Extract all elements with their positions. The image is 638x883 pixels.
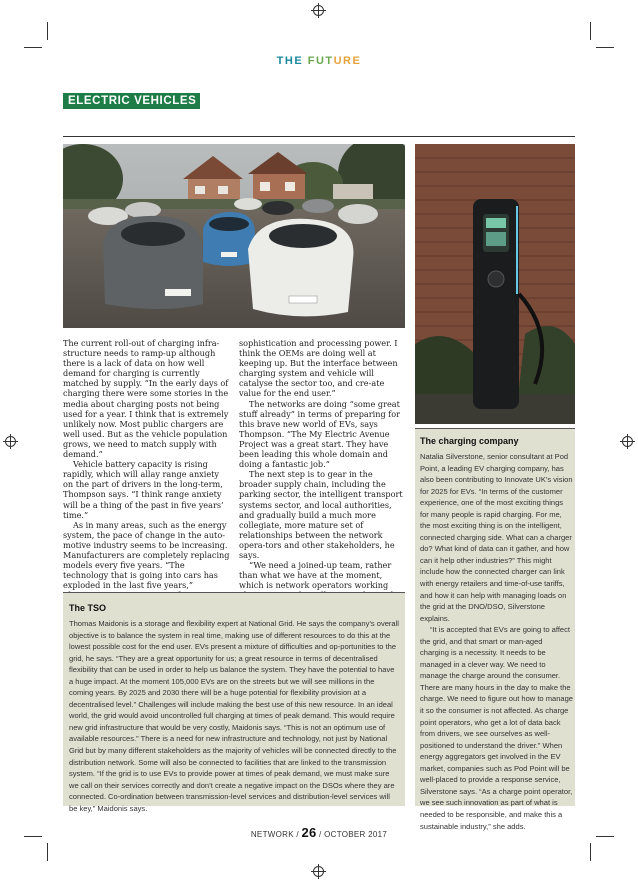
section-title-fragment: URE: [333, 55, 362, 67]
crop-mark: [24, 47, 42, 48]
registration-mark-icon: [313, 5, 324, 16]
article-paragraph: “We need a joined-up team, rather than what we have at the moment, which is network operators working: [239, 560, 392, 591]
section-title-word: THE: [276, 55, 304, 67]
tso-box-title: The TSO: [69, 603, 107, 613]
publication-name: NETWORK: [250, 830, 294, 839]
tso-box-paragraph: Thomas Maidonis is a storage and flexibility expert at National Grid. He says the company’s overall objective is to balance the system in real time, making use of different resources to do this at the lowest possible cost for the end user. EVs present a mixture of difficulties and op-portunities to the grid, he says. “They are a great opportunity for us; a great resource in terms of decentralised flexibility that can be used in order to help us balance the system. They have the potential to have a huge impact. At the moment 105,000 EVs are on the streets but we will see millions in the coming years. By 2025 and 2030 there will be a huge potential for flexibility provision at a decentralised level.” Challenges will include making the best use of this new resource. In an ideal world, the grid would avoid uncontrolled full charging at times of peak demand. This would require new grid infrastructure that would be very costly, Maidonis says. “This is not an optimum use of available resources.” There is a need for new infrastructure and technology, not just by National Grid but by many different stakeholders as the majority of vehicles will be connected directly to the distribution network. Some will also be connected to facilities that are linked to the transmission system. “If the grid is to use EVs to provide power at times of peak demand, we must make sure we call on their services correctly and don’t create a negative impact on the DSOs where they are connected. Co-ordination between transmission-level services and distribution-level services will be key,” Maidonis says.: [69, 619, 399, 813]
article-column-2: [239, 338, 405, 621]
issue-date: / OCTOBER 2017: [319, 830, 388, 839]
registration-mark-icon: [313, 866, 324, 877]
article-column-1: [63, 338, 231, 600]
section-title-word: [308, 55, 362, 67]
tso-box-text: [69, 618, 399, 814]
section-title: [0, 55, 638, 67]
article-paragraph: The next step is to gear in the broader supply chain, including the parking sector, the intelligent transport systems sector, and local authorities, and gradually build a much more collegiate, more mature set of relationships between the network opera-tors and other stakeholders, he says.: [239, 469, 403, 560]
page-footer: [0, 825, 638, 840]
article-paragraph: The networks are doing “some great stuff already” in terms of preparing for this brave new world of EVs, says Thompson. “The My Electric Avenue Project was a great start. They have been leading this whole domain and doing a fantastic job.”: [239, 398, 401, 470]
article-paragraph: The current roll-out of charging infra-structure needs to ramp-up although there is a lack of data on how well demand for charging is currently matched by supply. “In the early days of charging there were some stories in the media about charging posts not being used for a year. I think that is extremely unlikely now. Most public chargers are well used. But as the vehicle population grows, we need to match supply with demand.”: [63, 338, 229, 460]
registration-mark-icon: [5, 436, 16, 447]
box-top-rule: [415, 428, 575, 429]
charging-post-photo: [415, 144, 575, 424]
article-paragraph: As in many areas, such as the energy system, the pace of change in the auto-motive industry seems to be increasing. Manufacturers are completely replacing models every five years. “The technology that is going into cars has exploded in the last five years,”: [63, 519, 230, 591]
registration-mark-icon: [622, 436, 633, 447]
charging-company-sidebar-box: [415, 428, 575, 831]
crop-mark: [47, 843, 48, 861]
footer-separator: /: [296, 830, 299, 839]
article-paragraph: sophistication and processing power. I think the OEMs are doing well at keeping up. But the interface between charging system and vehicle will catalyse the sector too, and cre-ate value for the end user.”: [239, 338, 398, 399]
charging-box-paragraph: Natalia Silverstone, senior consultant at Pod Point, a leading EV charging company, has also been contributing to Innovate UK’s vision for 2025 for EVs. “In terms of the customer experience, one of the most exciting things for many people is rapid charging. For me, the most exciting thing is on the intelligent, connected charging side. What can a charger do? What kind of data can it gather, and how can it help other industries?” This might include how the connected charger can link with energy retailers and time-of-use tariffs, and how it can help with managing loads on the grid at the DNO/DSO, Silverstone explains.: [420, 452, 573, 623]
page-number: 26: [301, 825, 317, 840]
electric-cars-photo: [63, 144, 405, 328]
charging-box-title: The charging company: [420, 436, 519, 446]
crop-mark: [590, 843, 591, 861]
article-paragraph: Vehicle battery capacity is rising rapidly, which will allay range anxiety on the part of drivers in the long-term, Thompson says. “I think range anxiety will be a thing of the past in five years’ time.”: [63, 459, 224, 520]
crop-mark: [47, 22, 48, 40]
tso-sidebar-box: [63, 592, 405, 813]
box-top-rule: [63, 592, 405, 593]
charging-box-paragraph: “It is accepted that EVs are going to affect the grid, and that smart or man-aged charging is a necessity. It needs to be managed in a clever way. We need to manage the charge around the consumer. There are many hours in the day to make the charge. We need to figure out how to manage it so the consumer is not affected. As charge point operators, who get a lot of data back from drivers, we see ourselves as well-positioned to understand the driver.” When energy aggregators get involved in the EV market, companies such as Pod Point will be well-placed to provide a response service, Silverstone says. “As a charge point operator, we see such innovation as part of what is needed to be responsible, and make this a sustainable industry,” she adds.: [420, 625, 573, 831]
header-rule: [63, 136, 575, 137]
charging-box-text: [420, 451, 573, 832]
category-tag: ELECTRIC VEHICLES: [63, 93, 200, 109]
crop-mark: [596, 47, 614, 48]
crop-mark: [590, 22, 591, 40]
section-title-fragment: FUT: [307, 55, 334, 67]
